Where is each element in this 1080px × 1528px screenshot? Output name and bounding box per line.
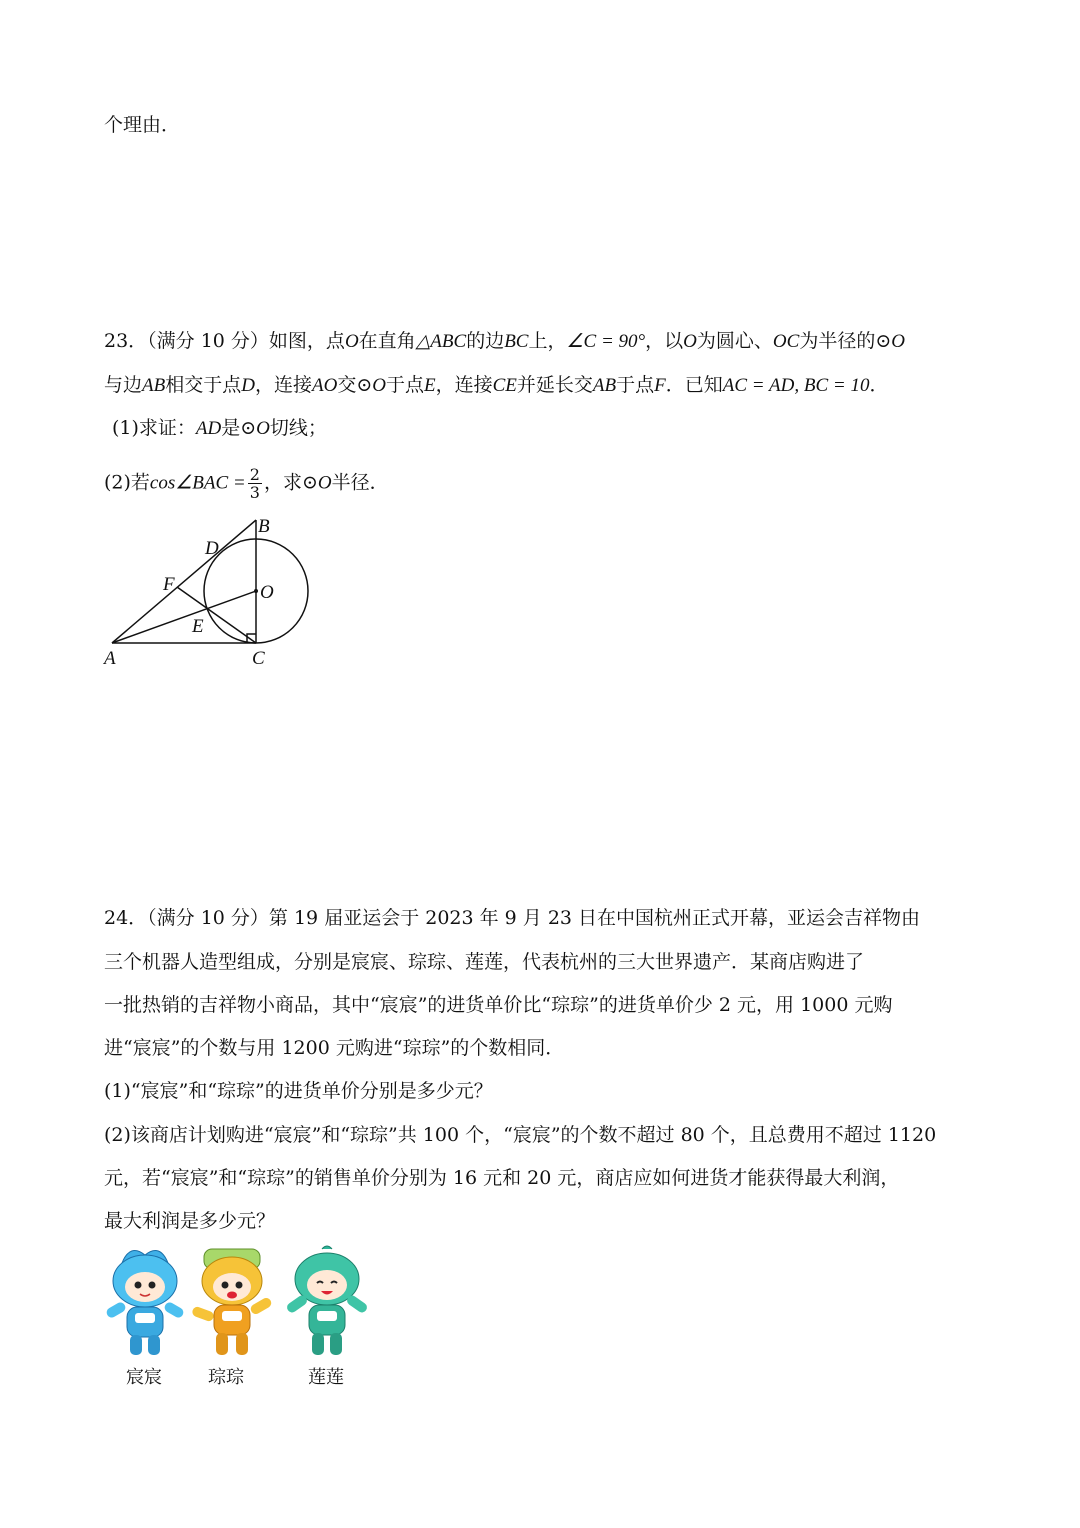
q23-part2: (2)若cos∠BAC = $\frac{2}{3}$ ，求⊙O半径． [104,465,389,502]
label-c: C [252,648,265,669]
label-e: E [192,616,204,637]
mascot-image-congcong [186,1243,278,1361]
q23-part1: (1)求证：AD是⊙O切线； [112,417,327,439]
center-dot [254,589,258,593]
segment-ao [112,591,256,643]
q23-line1: 23．（满分 10 分）如图，点O在直角△ABC的边BC上，∠C = 90°，以O为圆心、OC为半径的⊙O [104,330,905,352]
q24-line3: 一批热销的吉祥物小商品，其中“宸宸”的进货单价比“琮琮”的进货单价少 2 元，用 1000 元购 [104,994,893,1016]
mascot-label-congcong: 琮琮 [208,1367,244,1388]
q24-part1: (1)“宸宸”和“琮琮”的进货单价分别是多少元？ [104,1080,493,1102]
mascot-image-chenchen [100,1243,190,1361]
label-b: B [258,516,270,537]
q24-part2-line2: 元，若“宸宸”和“琮琮”的销售单价分别为 16 元和 20 元，商店应如何进货才能获得最大利润， [104,1167,900,1189]
q24-part2-line1: (2)该商店计划购进“宸宸”和“琮琮”共 100 个，“宸宸”的个数不超过 80 个，且总费用不超过 1120 [104,1124,937,1146]
segment-ab [112,520,256,643]
q24-line2: 三个机器人造型组成，分别是宸宸、琮琮、莲莲，代表杭州的三大世界遗产．某商店购进了 [104,951,865,973]
geometry-figure [100,512,340,672]
label-f: F [163,574,175,595]
q24-part2-line3: 最大利润是多少元？ [104,1210,276,1232]
mascot-label-lianlian: 莲莲 [308,1367,344,1388]
label-o: O [260,582,274,603]
label-d: D [205,538,219,559]
label-a: A [104,648,116,669]
q23-line2: 与边AB相交于点D，连接AO交⊙O于点E，连接CE并延长交AB于点F．已知AC = AD, BC = 10． [104,374,889,396]
q24-line1: 24．（满分 10 分）第 19 届亚运会于 2023 年 9 月 23 日在中国杭州正式开幕，亚运会吉祥物由 [104,907,921,929]
mascot-label-chenchen: 宸宸 [126,1367,162,1388]
previous-question-tail: 个理由． [104,114,181,136]
mascot-image-lianlian [282,1243,372,1361]
fraction-two-thirds: $\frac{2}{3}$ [249,465,260,502]
q24-line4: 进“宸宸”的个数与用 1200 元购进“琮琮”的个数相同． [104,1037,565,1059]
